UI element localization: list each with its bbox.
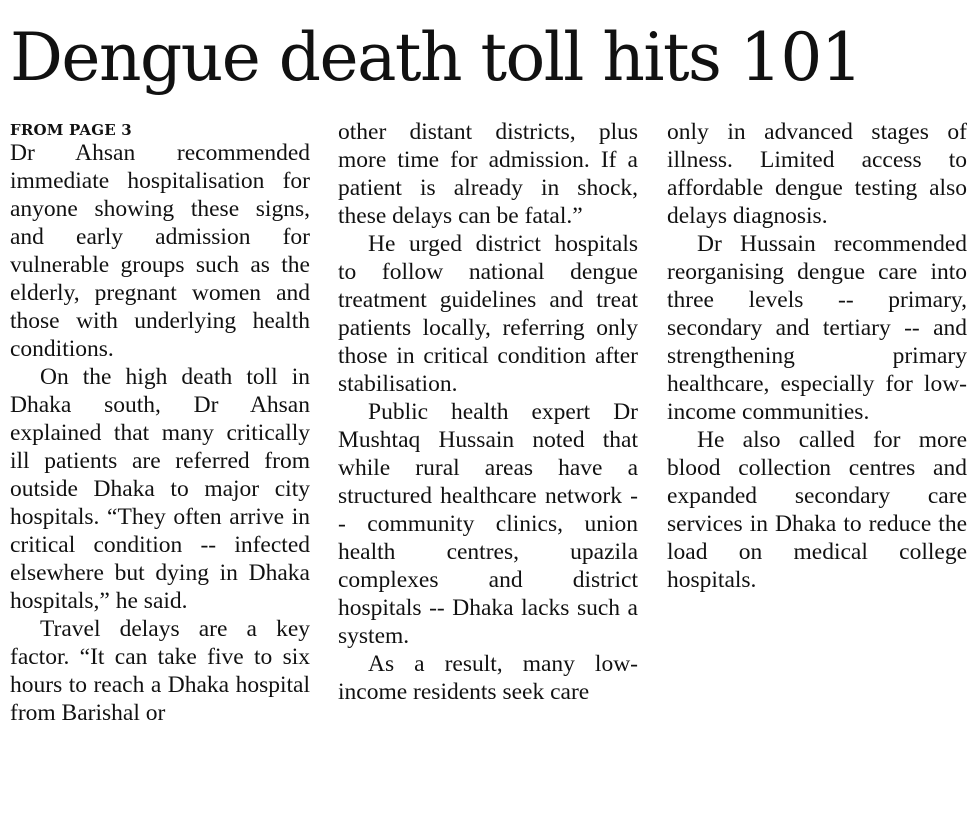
paragraph: Public health expert Dr Mushtaq Hussain noted that while rural areas have a structured healthcare network -- community clinics, union health centres, upazila complexes and district hospitals -- Dhaka lacks such a system. xyxy=(338,399,638,649)
article-column-1 xyxy=(10,118,310,727)
paragraph: He urged district hospitals to follow national dengue treatment guidelines and treat patients locally, referring only those in critical condition after stabilisation. xyxy=(338,231,638,397)
article-column-2 xyxy=(338,118,638,706)
paragraph: Dr Ahsan recommended immediate hospitalisation for anyone showing these signs, and early admission for vulnerable groups such as the elderly, pregnant women and those with underlying health conditions. xyxy=(10,140,310,362)
paragraph: As a result, many low-income residents seek care xyxy=(338,651,638,705)
article-column-3 xyxy=(667,118,967,594)
paragraph: only in advanced stages of illness. Limited access to affordable dengue testing also delays diagnosis. xyxy=(667,119,967,229)
paragraph: Travel delays are a key factor. “It can take five to six hours to reach a Dhaka hospital from Barishal or xyxy=(10,616,310,726)
paragraph: Dr Hussain recommended reorganising dengue care into three levels -- primary, secondary and tertiary -- and strengthening primary healthcare, especially for low-income communities. xyxy=(667,231,967,425)
continued-from-label: FROM PAGE 3 xyxy=(10,121,132,139)
paragraph: On the high death toll in Dhaka south, Dr Ahsan explained that many critically ill patients are referred from outside Dhaka to major city hospitals. “They often arrive in critical condition -- infected elsewhere but dying in Dhaka hospitals,” he said. xyxy=(10,364,310,614)
paragraph: He also called for more blood collection centres and expanded secondary care services in Dhaka to reduce the load on medical college hospitals. xyxy=(667,427,967,593)
headline: Dengue death toll hits 101 xyxy=(10,19,862,96)
paragraph: other distant districts, plus more time for admission. If a patient is already in shock, these delays can be fatal.” xyxy=(338,119,638,229)
